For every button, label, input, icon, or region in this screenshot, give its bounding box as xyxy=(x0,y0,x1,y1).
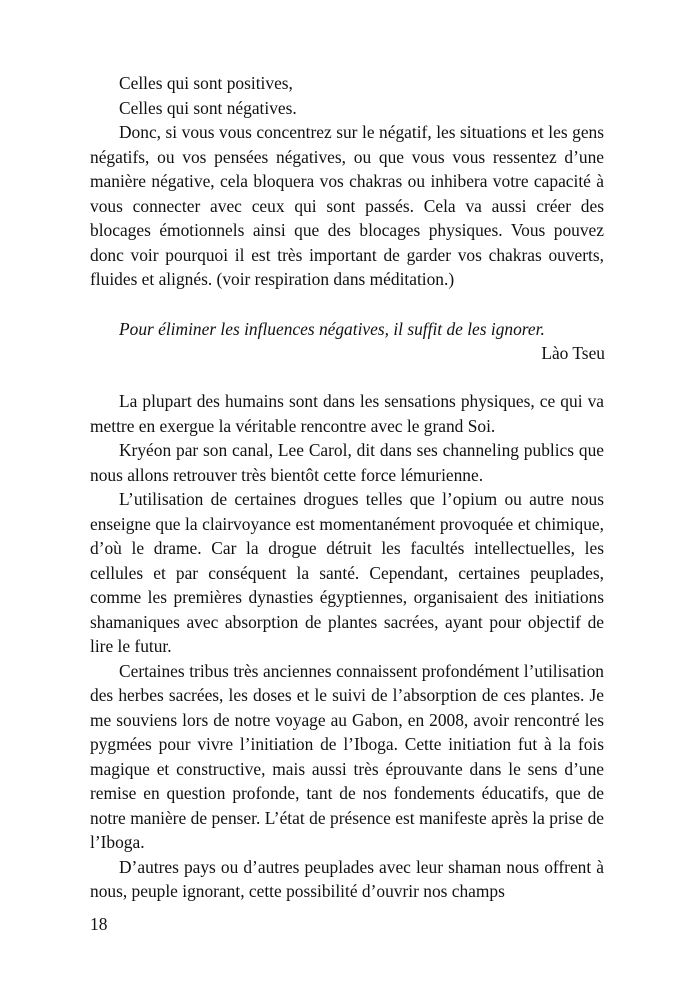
paragraph: Donc, si vous vous concentrez sur le négatif, les situations et les gens négatifs, ou vos pensées négatives, ou que vous vous ressentez d’une manière négative, cela bloquera vos chakras ou inhibera votre capacité à vous connecter avec ceux qui sont passés. Cela va aussi créer des blocages émotionnels ainsi que des blocages physiques. Vous pouvez donc voir pourquoi il est très important de garder vos chakras ouverts, fluides et alignés. (voir respiration dans méditation.) xyxy=(90,122,604,289)
epigraph-quote: Pour éliminer les influences négatives, il suffit de les ignorer. xyxy=(119,319,545,339)
paragraph: Celles qui sont positives, xyxy=(119,73,293,93)
paragraph: D’autres pays ou d’autres peuplades avec leur shaman nous offrent à nous, peuple ignorant, cette possibilité d’ouvrir nos champs xyxy=(90,856,604,901)
paragraph: L’utilisation de certaines drogues telles que l’opium ou autre nous enseigne que la clairvoyance est momentanément provoquée et chimique, d’où le drame. Car la drogue détruit les facultés intellectuelles, les cellules et par conséquent la santé. Cependant, certaines peuplades, comme les premières dynasties égyptiennes, organisaient des initiations shamaniques avec absorption de plantes sacrées, ayant pour objectif de lire le futur. xyxy=(90,489,604,656)
paragraph: Kryéon par son canal, Lee Carol, dit dans ses channeling publics que nous allons retrouver très bientôt cette force lémurienne. xyxy=(90,440,604,485)
paragraph: La plupart des humains sont dans les sensations physiques, ce qui va mettre en exergue la véritable rencontre avec le grand Soi. xyxy=(90,391,604,436)
paragraph-block-top xyxy=(90,71,604,292)
paragraph: Certaines tribus très anciennes connaissent profondément l’utilisation des herbes sacrées, les doses et le suivi de l’absorption de ces plantes. Je me souviens lors de notre voyage au Gabon, en 2008, avoir rencontré les pygmées pour vivre l’initiation de l’Iboga. Cette initiation fut à la fois magique et constructive, mais aussi très éprouvante dans le sens d’une remise en question profonde, tant de nos fondements éducatifs, que de notre manière de penser. L’état de présence est manifeste après la prise de l’Iboga. xyxy=(90,660,604,852)
page-number: 18 xyxy=(90,914,108,934)
paragraph-block-bottom xyxy=(90,389,604,904)
epigraph-author: Lào Tseu xyxy=(541,343,605,363)
paragraph: Celles qui sont négatives. xyxy=(119,97,297,118)
